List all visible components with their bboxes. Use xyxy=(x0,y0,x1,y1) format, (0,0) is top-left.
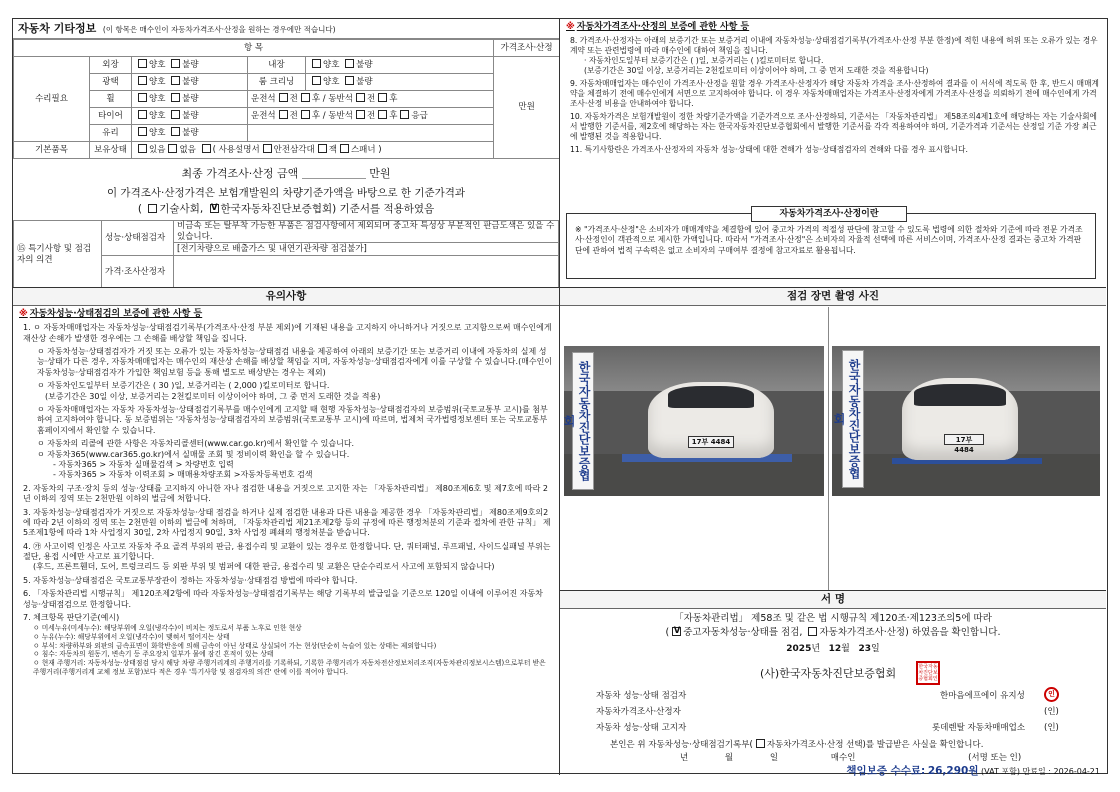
receipt-price-checkbox[interactable] xyxy=(756,739,765,748)
guarantee-section xyxy=(559,19,1106,287)
buyer-sign-label: (서명 또는 인) xyxy=(968,753,1022,763)
buyer-year-label: 년 xyxy=(680,753,689,763)
year-unit: 년 xyxy=(811,643,821,654)
guarantee-title xyxy=(566,22,1100,33)
pricer-opinion-label: 가격·조사산정자 xyxy=(102,256,174,290)
repair-table xyxy=(13,39,560,159)
tech-society-checkbox[interactable] xyxy=(148,204,157,213)
tire-passenger-front-checkbox[interactable] xyxy=(356,110,365,119)
wheel-rear-checkbox[interactable] xyxy=(301,93,310,102)
law-line: 「자동차관리법」 제58조 및 같은 법 시행규칙 제120조·제123조의5에 따라 xyxy=(674,613,992,624)
driver-seat-label: 운전석 xyxy=(251,111,276,122)
interior-bad-checkbox[interactable] xyxy=(345,59,354,68)
rear-label: 후 xyxy=(389,94,398,105)
notes-list xyxy=(19,323,553,623)
note-item: 3. 자동차성능·상태점검자가 거짓으로 자동차성능·상태 점검을 하거나 실제 점검한 내용과 다른 내용을 제공한 경우 「자동차관리법」 제80조제9호의2에 따라 2년 이하의 징역 또는 2천만원 이하의 벌금에 처하며, 「자동차관리법 제21조제2항 등의 규정에 따른 행정처분의 기준과 절차에 관한 규칙」 제5조제1항에 따라 1차 사업정지 30일, 2차 사업정지 90일, 3차 사업정 폐쇄의 행정처분을 받습니다. xyxy=(23,507,551,538)
red-marker: ※ xyxy=(19,309,28,319)
passenger-seat-label: / 동반석 xyxy=(322,111,353,122)
rear-inspection-photo xyxy=(832,346,1100,496)
note-item: ㅇ 자동차매매업자는 자동차 자동차성능·상태점검기록부를 매수인에게 고지할 때 현행 자동차성능·상태점검자의 보증범위(국토교통부 고시)를 첨부하여 고지하여야 합니다. 동 보증범위는 '자동차성능·상태점검자의 보증범위(국토교통부 고시)에 따르며, 법제처 국가법령정보센터 또는 국토교통부 홈페이지에서 확인할 수 있습니다. xyxy=(37,404,548,435)
notes-title xyxy=(19,309,553,320)
row-tire: 타이어 xyxy=(90,108,132,125)
note-item: 7. 체크항목 판단기준(예시) xyxy=(23,613,120,623)
notifier-seal: (인) xyxy=(1044,723,1059,733)
cleaning-good-checkbox[interactable] xyxy=(312,76,321,85)
notes-section xyxy=(13,287,559,775)
fee-vat: (VAT 포함) xyxy=(981,767,1020,776)
note-item: 6. 「자동차관리법 시행규칙」 제120조제2항에 따라 자동차성능·상태점검기록부는 해당 기록부의 발급일을 기준으로 120일 이내에 이루어진 자동차 성능·상태점검으로 한정합니다. xyxy=(23,589,543,609)
guarantee-item-11: 11. 특기사항란은 가격조사·산정자의 자동차 성능·상태에 대한 견해가 성능·상태점검자의 견해와 다를 경우 표시합니다. xyxy=(570,145,968,155)
guarantee-title-text: 자동차가격조사·산정의 보증에 관한 사항 등 xyxy=(576,22,750,32)
notes-title-text: 자동차성능·상태점검의 보증에 관한 사항 등 xyxy=(29,309,203,319)
criteria-item: ㅇ 침수: 자동차의 원동기, 변속기 등 주요장치 일부가 물에 잠긴 흔적이 있는 상태 xyxy=(33,650,274,659)
photos-section xyxy=(559,287,1106,590)
manual-label: ( 사용설명서 xyxy=(212,145,260,156)
basic-no-checkbox[interactable] xyxy=(168,144,177,153)
basis-assoc: 한국자동차진단보증협회 xyxy=(220,202,333,215)
bad-label: 불량 xyxy=(182,77,199,88)
bad-label: 불량 xyxy=(182,94,199,105)
tire-passenger-rear-checkbox[interactable] xyxy=(378,110,387,119)
definition-box-title: 자동차가격조사·산정이란 xyxy=(751,206,907,222)
col-item-header: 항 목 xyxy=(14,40,494,57)
special-label: ⑮ 특기사항 및 점검자의 의견 xyxy=(14,221,102,290)
criteria-list xyxy=(19,624,553,676)
row-gloss: 광택 xyxy=(90,74,132,91)
guarantee-item-9: 9. 자동차매매업자는 매수인이 가격조사·산정을 원할 경우 가격조사·산정자가 해당 자동차 가격을 조사·산정하여 결과를 이 서식에 적도록 한 후, 반드시 매매계약을 체결하기 전에 매수인에게 서면으로 고지하여야 합니다. 이 경우 자동차매매업자는 가격조사·산정자에게 가격조사·산정을 의뢰하기 전에 매수인에게 가격조사·산정 비용을 안내하여야 합니다. xyxy=(570,79,1099,109)
good-label: 양호 xyxy=(149,77,166,88)
note-item: 2. 자동차의 구조·장치 등의 성능·상태를 고지하지 아니한 자나 점검한 내용을 거짓으로 고지한 자는 「자동차관리법」 제80조제6호 및 제7호에 따라 2년 이하의 징역 또는 2천만원 이하의 벌금에 처합니다. xyxy=(23,483,548,504)
paren-open: ( xyxy=(665,626,670,638)
good-label: 양호 xyxy=(149,60,166,71)
tire-rear-checkbox[interactable] xyxy=(301,110,310,119)
opt-used-label: 중고자동차성능·상태를 점검, xyxy=(683,626,803,638)
wheel-passenger-front-checkbox[interactable] xyxy=(356,93,365,102)
good-label: 양호 xyxy=(149,111,166,122)
pricer-seal: (인) xyxy=(1044,707,1059,717)
notes-header: 유의사항 xyxy=(13,288,559,306)
tire-emergency-checkbox[interactable] xyxy=(400,110,409,119)
front-inspection-photo xyxy=(564,346,824,496)
receipt-opt: 자동차가격조사·산정 선택)를 발급받은 사실을 확인합니다. xyxy=(766,740,984,750)
fee-line xyxy=(846,765,1100,778)
final-price-label: 최종 가격조사·산정 금액 xyxy=(181,167,299,180)
expiry-date: 만료일 : 2026-04-21 xyxy=(1022,767,1100,776)
rear-label: 후 xyxy=(389,111,398,122)
bad-label: 불량 xyxy=(182,60,199,71)
price-won-cell xyxy=(494,57,560,159)
special-notes-table xyxy=(13,220,559,290)
inspector-opinion-label: 성능·상태점검자 xyxy=(102,221,174,256)
cleaning-bad-checkbox[interactable] xyxy=(345,76,354,85)
wheel-bad-checkbox[interactable] xyxy=(171,93,180,102)
note-item: ㅇ 자동차인도일부터 보증기간은 ( 30 )일, 보증거리는 ( 2,000 )킬로미터로 합니다. xyxy=(37,381,330,391)
note-item: 4. ㉮ 사고이력 인정은 사고로 자동차 주요 골격 부위의 판금, 용접수리 및 교환이 있는 경우로 한정합니다. 단, 쿼터패널, 루프패널, 사이드실패널 부위는 절단, 용접 시에만 사고로 표기합니다. xyxy=(23,541,551,562)
signature-section xyxy=(559,590,1106,775)
basic-label: 기본품목 xyxy=(14,142,90,159)
front-label: 전 xyxy=(366,94,376,105)
association-banner-front: 한국자동차진단보증협회 xyxy=(572,352,594,490)
note-item: ㅇ 자동차성능·상태점검자가 거짓 또는 오류가 있는 자동차성능·상태점검 내용을 제공하여 아래의 보증기간 또는 보증거리 이내에 자동차의 실제 성능·상태가 다른 경우, 자동차매매업자는 매수인의 재산상 손해를 배상할 책임을 지며, 자동차성능·상태점검자에게 이를 구상할 수 있습니다.(매수인이 자동차성능·상태점검자가 가입한 책임보험 등을 통해 별도로 배상받는 경우는 제외) xyxy=(37,347,553,377)
other-info-title: 자동차 기타정보 xyxy=(18,22,97,35)
buyer-month-label: 월 xyxy=(724,753,734,763)
buyer-label: 매수인 xyxy=(830,753,856,763)
interior-good-checkbox[interactable] xyxy=(312,59,321,68)
rear-label: 후 xyxy=(311,94,321,105)
note-item: - 자동차365 > 자동차 이력조회 > 매매용차량조회 >자동차등록번호 검색 xyxy=(53,470,313,480)
basis-end: ) 기준서를 적용하였음 xyxy=(332,202,435,215)
association-checkbox[interactable] xyxy=(210,204,219,213)
issue-year: 2025 xyxy=(786,643,812,654)
final-price-input[interactable] xyxy=(302,165,366,179)
front-label: 전 xyxy=(289,94,298,105)
org-name: (사)한국자동차진단보증협회 xyxy=(760,667,897,680)
guarantee-item-10: 10. 자동차가격은 보험개발원이 정한 차량기준가액을 기준가격으로 조사·산정하되, 기준서는 「자동차관리법」 제58조의4제1호에 해당하는 자는 기술사회에서 발행한 기준서를, 제2호에 해당하는 자는 한국자동차진단보증협회에서 발행한 기준서를 각각 적용하여야 하며, 기준가격과 기준서는 산정일 기준 가장 최근에 발행된 것을 적용합니다. xyxy=(570,112,1097,142)
guarantee-item-8a: · 자동차인도일부터 보증기간은 ( )일, 보증거리는 ( )킬로미터로 합니다. xyxy=(584,56,824,66)
final-price-row xyxy=(13,159,559,181)
tire-bad-checkbox[interactable] xyxy=(171,110,180,119)
opt-price-label: 자동차가격조사·산정) xyxy=(819,626,909,638)
inspection-record-page xyxy=(12,18,1108,777)
good-label: 양호 xyxy=(323,77,340,88)
org-stamp-icon: 한국자동차진단보증협회인 xyxy=(916,661,940,685)
row-glass: 유리 xyxy=(90,125,132,142)
other-info-section xyxy=(13,19,559,287)
front-plate: 17부 4484 xyxy=(688,436,734,448)
inspector-note1: 비금속 또는 탈부착 가능한 부품은 점검사항에서 제외되며 중고차 특성상 부분적인 판금도색은 있을 수 있습니다. xyxy=(174,221,559,243)
wheel-good-checkbox[interactable] xyxy=(138,93,147,102)
inspector-name: 한마음에프에이 유지성 xyxy=(940,691,1025,701)
note-item: (보증기간은 30일 이상, 보증거리는 2천킬로미터 이상이어야 하며, 그 중 먼저 도래한 것을 적용) xyxy=(45,391,381,401)
basis-line1: 이 가격조사·산정가격은 보험개발원의 차량기준가액을 바탕으로 한 기준가격과 xyxy=(106,186,466,199)
month-unit: 월 xyxy=(841,643,850,654)
triangle-label: 안전삼각대 xyxy=(273,145,315,156)
criteria-item: ㅇ 누유(누수): 해당부위에서 오일(냉각수)이 맺혀서 떨어지는 상태 xyxy=(33,633,230,642)
good-label: 양호 xyxy=(149,94,166,105)
row-exterior: 외장 xyxy=(90,57,132,74)
issue-date xyxy=(560,639,1106,655)
glass-bad-checkbox[interactable] xyxy=(171,127,180,136)
definition-box xyxy=(566,209,1096,279)
other-info-subtitle: (이 항목은 매수인이 자동차가격조사·산정을 원하는 경우에만 적습니다) xyxy=(102,25,336,34)
bad-label: 불량 xyxy=(356,77,373,88)
driver-seat-label: 운전석 xyxy=(251,94,276,105)
basis-tech: 기술사회, xyxy=(159,202,204,215)
gloss-bad-checkbox[interactable] xyxy=(171,76,180,85)
rear-plate: 17부 4484 xyxy=(944,434,984,445)
tire-good-checkbox[interactable] xyxy=(138,110,147,119)
price-won-label: 만원 xyxy=(518,102,535,113)
basis-open: ( xyxy=(137,202,142,215)
row-wheel: 휠 xyxy=(90,91,132,108)
signature-header: 서 명 xyxy=(560,591,1106,609)
row-interior: 내장 xyxy=(248,57,306,74)
red-marker: ※ xyxy=(566,22,575,32)
note-item: (후드, 프론트휀더, 도어, 트렁크리드 등 외판 부위 및 범퍼에 대한 판금, 용접수리 및 교환은 단순수리로서 사고에 포함되지 않습니다) xyxy=(33,562,495,572)
wheel-passenger-rear-checkbox[interactable] xyxy=(378,93,387,102)
good-label: 양호 xyxy=(149,128,166,139)
receipt-pre: 본인은 위 자동차성능·상태점검기록부( xyxy=(610,740,753,750)
inspector-seal-icon: 인 xyxy=(1044,687,1059,702)
photos-header: 점검 장면 촬영 사진 xyxy=(560,288,1106,306)
no-label: 없음 xyxy=(179,145,196,156)
col-price-header: 가격조사·산정 xyxy=(494,40,560,57)
criteria-item: ㅇ 현재 주행거리: 자동차성능·상태점검 당시 해당 차량 주행거리계의 주행거리를 기록하되, 기록한 주행거리가 자동차전산정보처리조직(자동차관리정보시스템)으로부터 받은 주행거리(주행거리계 교체 정보 포함)보다 적은 경우 '특기사항 및 점검자의 의견' 란에 이를 적어야 합니다. xyxy=(33,659,546,676)
notifier-label: 자동차 성능·상태 고지자 xyxy=(596,723,687,733)
front-label: 전 xyxy=(366,111,376,122)
bad-label: 불량 xyxy=(356,60,373,71)
pricer-label: 자동차가격조사·산정자 xyxy=(596,707,681,717)
definition-box-text: ※ "가격조사·산정"은 소비자가 매매계약을 체결함에 있어 중고차 가격의 적절성 판단에 참고할 수 있도록 법령에 의한 절차와 기준에 따라 전문 가격조사·산정인이 객관적으로 제시한 가액입니다. 따라서 "가격조사·산정"은 소비자의 자율적 선택에 따른 서비스이며, 가격조사·산정 결과는 중고차 가격판단에 관하여 법적 구속력은 없고 소비자의 구매여부 결정에 참고자료로 활용됩니다. xyxy=(575,225,1083,255)
confirm-line xyxy=(560,625,1106,639)
wheel-front-checkbox[interactable] xyxy=(279,93,288,102)
buyer-day-label: 일 xyxy=(769,753,779,763)
notifier-name: 롯데렌탈 자동차매매업소 xyxy=(932,723,1026,733)
triangle-checkbox[interactable] xyxy=(263,144,272,153)
gloss-good-checkbox[interactable] xyxy=(138,76,147,85)
note-item: 5. 자동차성능·상태점검은 국토교통부장관이 정하는 자동차성능·상태점검 방법에 따라야 합니다. xyxy=(23,575,358,585)
receipt-line xyxy=(610,739,983,751)
row-room-cleaning: 룸 크리닝 xyxy=(248,74,306,91)
issue-month: 12 xyxy=(828,643,842,654)
note-item: - 자동차365 > 자동차 실매물검색 > 차량번호 입력 xyxy=(53,459,234,469)
buyer-line xyxy=(680,753,1021,764)
jack-checkbox[interactable] xyxy=(318,144,327,153)
day-unit: 일 xyxy=(871,643,880,654)
final-price-unit: 만원 xyxy=(369,167,391,180)
association-banner-rear: 한국자동차진단보증협회 xyxy=(842,350,864,488)
fee-label: 책임보증 수수료: xyxy=(846,765,926,777)
price-check-checkbox[interactable] xyxy=(808,627,817,636)
inspector-note2: [전기차량으로 배출가스 및 내연기관차량 점검불가] xyxy=(174,243,559,256)
glass-good-checkbox[interactable] xyxy=(138,127,147,136)
yes-label: 있음 xyxy=(149,145,166,156)
basic-yes-checkbox[interactable] xyxy=(138,144,147,153)
used-car-check-checkbox[interactable] xyxy=(672,627,681,636)
passenger-seat-label: / 동반석 xyxy=(322,94,353,105)
bad-label: 불량 xyxy=(182,111,199,122)
guarantee-item-8b: (보증기간은 30일 이상, 보증거리는 2천킬로미터 이상이어야 하며, 그 중 먼저 도래한 것을 적용합니다) xyxy=(584,66,929,76)
guarantee-item-8: 8. 가격조사·산정자는 아래의 보증기간 또는 보증거리 이내에 자동차성능·상태점검기록부(가격조사·산정 부분 한정)에 적힌 내용에 허위 또는 오류가 있는 경우 계약 또는 관련법령에 따라 매수인에 대하여 책임을 집니다. xyxy=(570,36,1098,56)
basis-line2 xyxy=(13,200,559,216)
confirm-suffix: 하였음을 확인합니다. xyxy=(911,626,1001,638)
fee-amount: 26,290원 xyxy=(927,765,979,777)
emergency-label: 응급 xyxy=(411,111,428,122)
row-possession: 보유상태 xyxy=(90,142,132,159)
issue-day: 23 xyxy=(858,643,871,654)
pricer-opinion-field[interactable] xyxy=(174,256,559,290)
jack-label: 잭 xyxy=(328,145,337,156)
note-item: ㅇ 자동차365(www.car365.go.kr)에서 실매물 조회 및 정비이력 확인을 할 수 있습니다. xyxy=(37,449,350,459)
criteria-item: ㅇ 미세누유(미세누수): 해당부위에 오일(냉각수)이 비치는 정도로서 부품 노후로 인한 현상 xyxy=(33,624,302,633)
good-label: 양호 xyxy=(323,60,340,71)
repair-label: 수리필요 xyxy=(14,57,90,142)
spanner-label: 스패너 ) xyxy=(350,145,382,156)
note-item: ㅇ 자동차의 리콜에 관한 사항은 자동차리콜센터(www.car.go.kr)에서 확인할 수 있습니다. xyxy=(37,439,355,449)
manual-checkbox[interactable] xyxy=(202,144,211,153)
exterior-bad-checkbox[interactable] xyxy=(171,59,180,68)
exterior-good-checkbox[interactable] xyxy=(138,59,147,68)
tire-front-checkbox[interactable] xyxy=(279,110,288,119)
inspector-label: 자동차 성능·상태 점검자 xyxy=(596,691,687,701)
front-label: 전 xyxy=(289,111,298,122)
bad-label: 불량 xyxy=(182,128,199,139)
rear-label: 후 xyxy=(311,111,321,122)
spanner-checkbox[interactable] xyxy=(340,144,349,153)
criteria-item: ㅇ 부식: 차량하부와 외판의 금속표면이 화학반응에 의해 금속이 아닌 상태로 상실되어 가는 현상(단순히 녹슬어 있는 상태는 제외합니다) xyxy=(33,641,437,650)
note-item: 1. ㅇ 자동차매매업자는 자동차성능·상태점검기록부(가격조사·산정 부분 제외)에 기재된 내용을 고지하지 아니하거나 거짓으로 고지함으로써 매수인에게 재산상 손해가 발생한 경우에는 그 손해를 배상할 책임을 집니다. xyxy=(23,323,552,343)
